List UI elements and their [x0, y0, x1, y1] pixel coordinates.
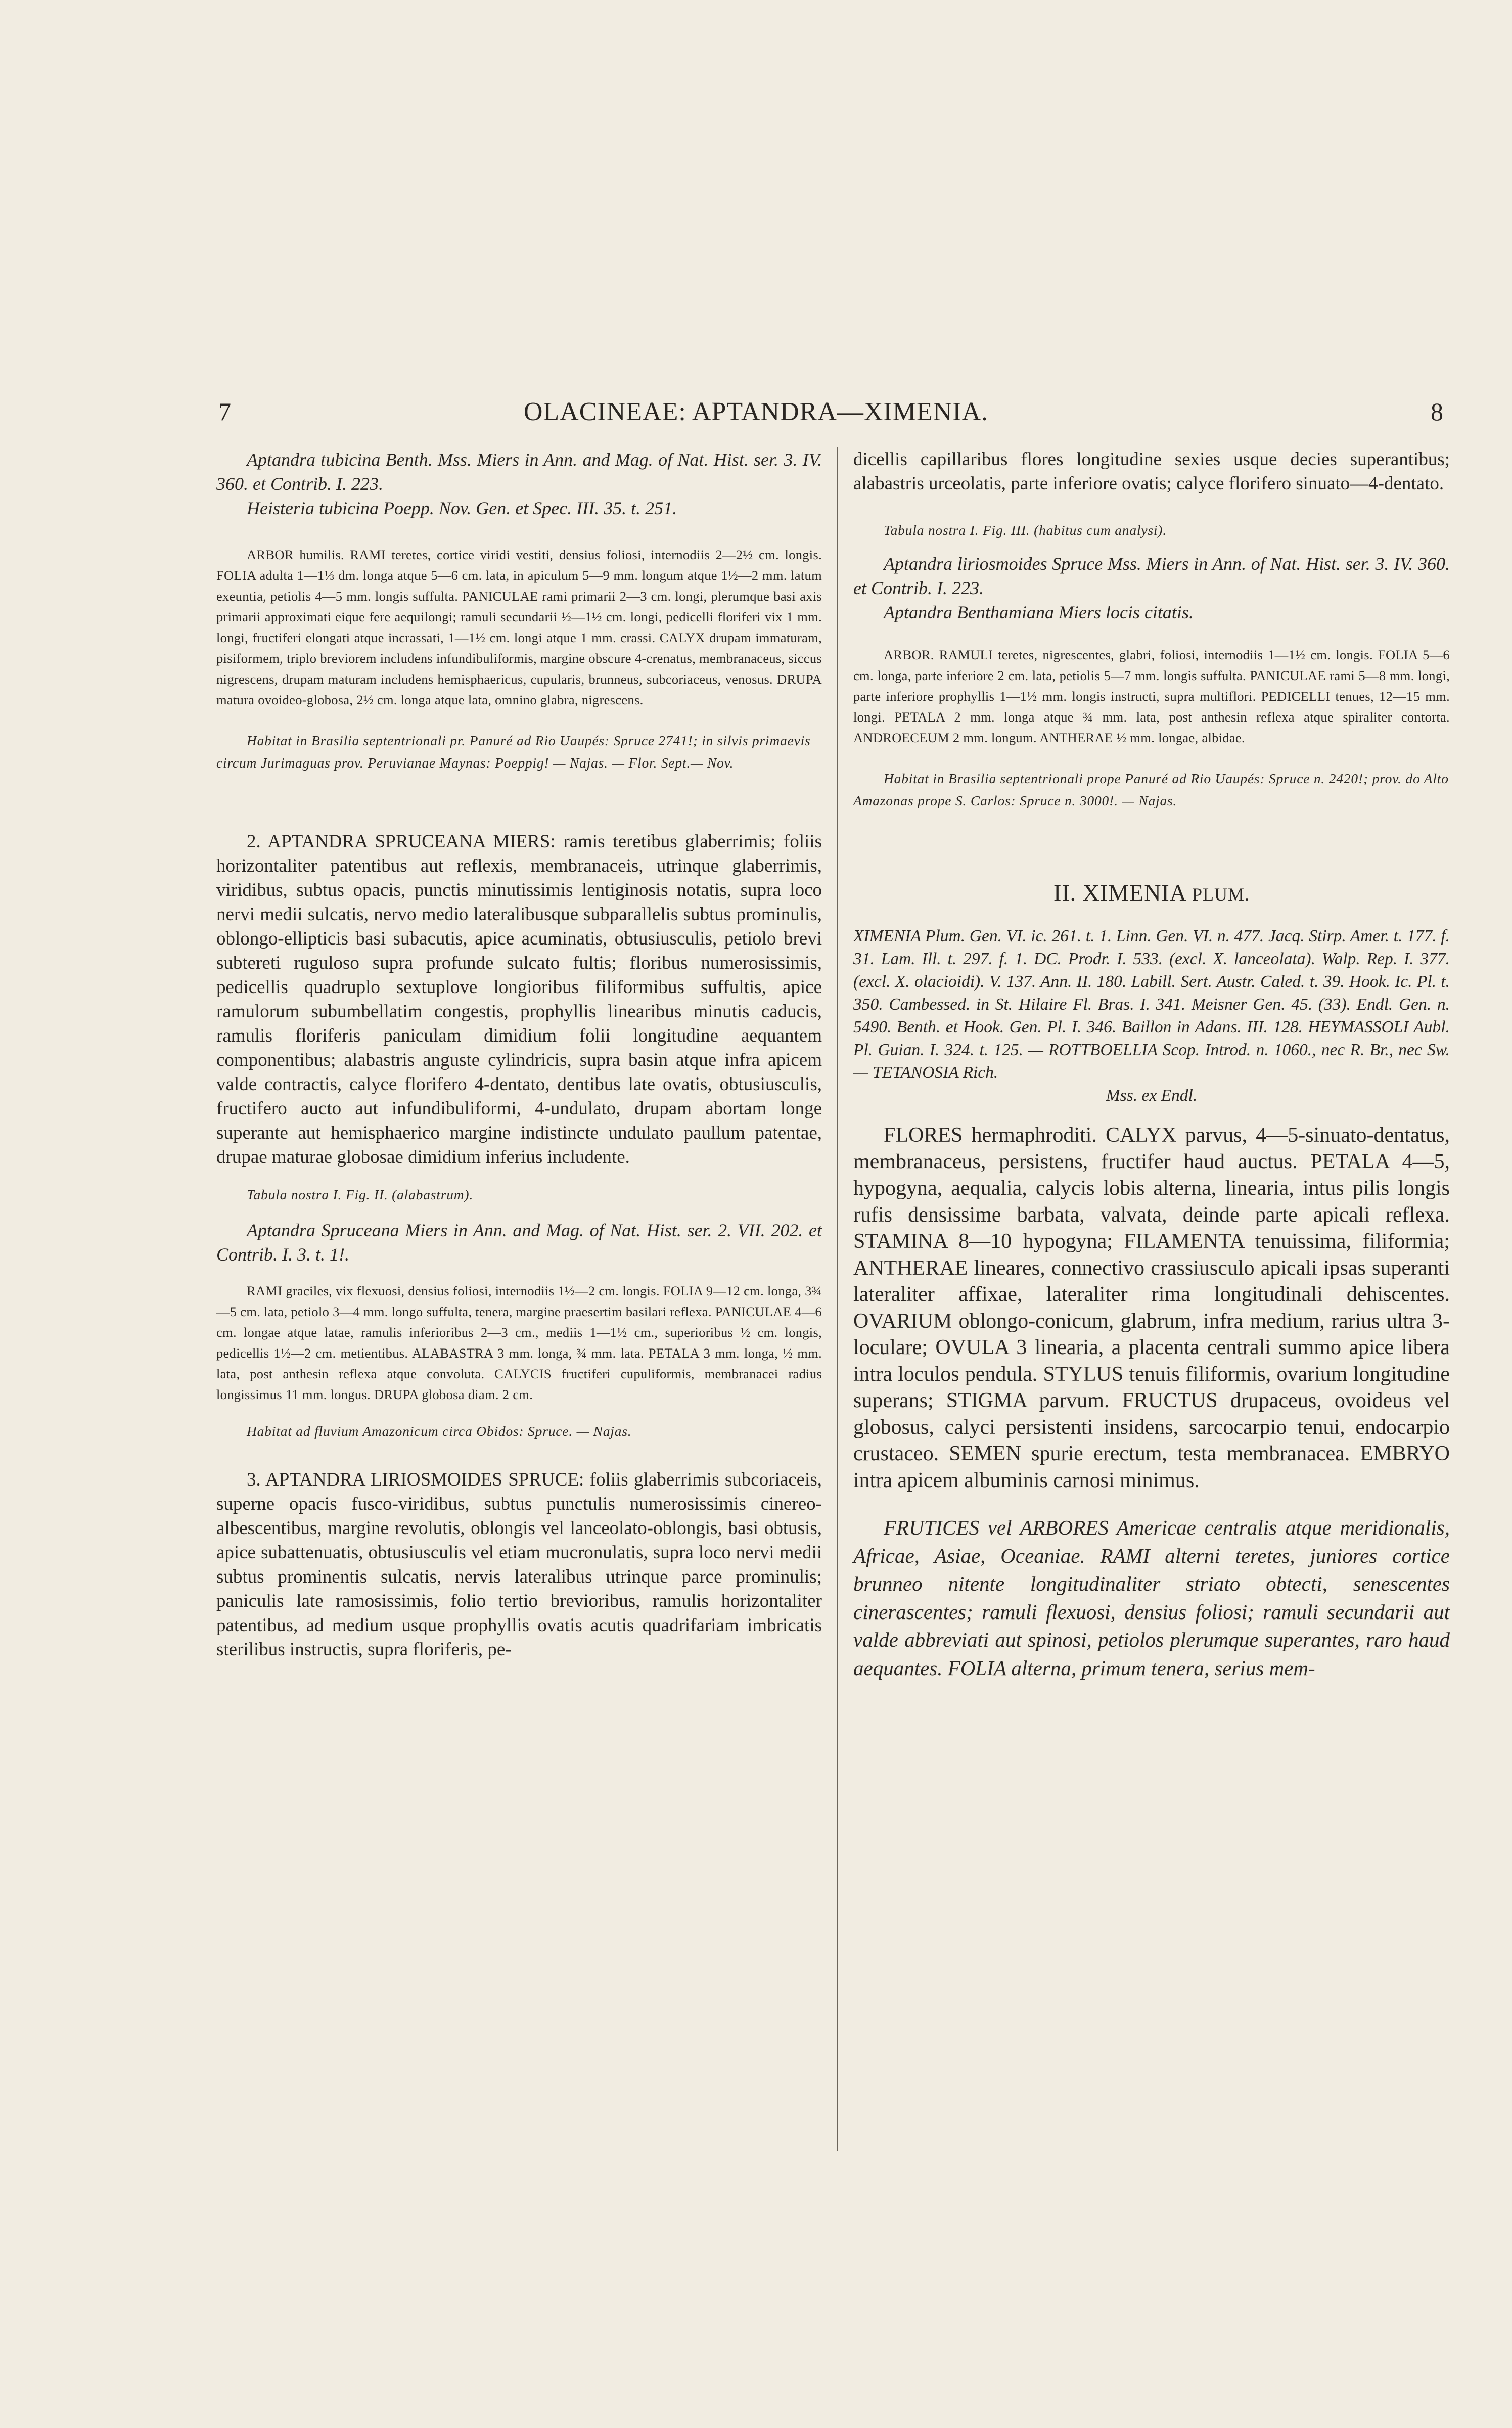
- species-spruceana: 2. APTANDRA SPRUCEANA MIERS: ramis teretibus glaberrimis; foliis horizontaliter patentibus aut reflexis, membranaceis, utrinque glaberrimis, viridibus, subtus opacis, punctis minutissimis lentiginosis notatis, supra loco nervi medii sulcatis, nervo medio lateralibusque subparallelis subtus prominulis, oblongo-ellipticis basi subacutis, apice acuminatis, obtusiusculis, petiolo brevi subtereti ruguloso supra profunde sulcato fultis; floribus numerosissimis, pedicellis quadruplo sextuplove longioribus filiformibus suffultis, apice ramulorum subumbellatim congestis, prophyllis linearibus minutis caducis, ramulis floriferis paniculam dimidium folii longitudine aequantem componentibus; alabastris anguste cylindricis, supra basin atque infra apicem valde contractis, calyce florifero 4-dentato, dentibus late ovatis, obtusiusculis, fructifero aucto aut infundibuliformi, 4-undulato, drupam abortam longe superante aut hemisphaerico margine indistincte undulato paullum patentae, drupae maturae globosae dimidium inferius includente.: [216, 831, 822, 1167]
- genus-name: II. XIMENIA: [1053, 880, 1186, 906]
- genus-description: FLORES hermaphroditi. CALYX parvus, 4—5-sinuato-dentatus, membranaceus, persistens, fructifer haud auctus. PETALA 4—5, hypogyna, aequalia, calycis lobis alterna, linearia, intus pilis longis rufis densissime barbata, valvata, deinde parte apicali reflexa. STAMINA 8—10 hypogyna; FILAMENTA tenuissima, filiformia; ANTHERAE lineares, connectivo crassiusculo apicali ipsas superanti lateraliter affixae, lateraliter rima longitudinali dehiscentes. OVARIUM oblongo-conicum, glabrum, infra medium, rarius ultra 3-loculare; OVULA 3 linearia, a placenta centrali summo apice libera intra loculos pendula. STYLUS tenuis filiformis, ovarium longitudine superans; STIGMA parvum. FRUCTUS drupaceus, ovoideus vel globosus, calyci persistenti insidens, sarcocarpio tenui, endocarpio crustaceo. SEMEN spurie erectum, testa membranacea. EMBRYO intra apicem albuminis carnosi minimus.: [853, 1123, 1450, 1492]
- running-title: OLACINEAE: APTANDRA—XIMENIA.: [523, 397, 989, 426]
- citation-heisteria-tubicina: Heisteria tubicina Poepp. Nov. Gen. et Spec. III. 35. t. 251.: [247, 498, 677, 518]
- description-liriosmoides: ARBOR. RAMULI teretes, nigrescentes, glabri, foliosi, internodiis 1—1½ cm. longis. FOLIA 5—6 cm. longa, parte inferiore 2 cm. lata, petiolis 5—7 mm. longis suffulta. PANICULAE rami 5—8 mm. longi, parte inferiore prophyllis 1—1½ mm. longis instructi, supra multiflori. PEDICELLI tenues, 12—15 mm. longi. PETALA 2 mm. longa atque ¾ mm. lata, post anthesin reflexa atque spiraliter contorta. ANDROECEUM 2 mm. longum. ANTHERAE ½ mm. longae, albidae.: [853, 647, 1450, 745]
- tabula-spruceana: Tabula nostra I. Fig. II. (alabastrum).: [247, 1187, 474, 1202]
- habitat-tubicina: Habitat in Brasilia septentrionali pr. Panuré ad Rio Uaupés: Spruce 2741!; in silvis primaevis circum Jurimaguas prov. Peruvianae Maynas: Poeppig! — Najas. — Flor. Sept.— Nov.: [216, 733, 811, 771]
- page-header: [0, 397, 1512, 437]
- habitat-liriosmoides: Habitat in Brasilia septentrionali prope Panuré ad Rio Uaupés: Spruce n. 2420!; prov. do Alto Amazonas prope S. Carlos: Spruce n. 3000!. — Najas.: [853, 771, 1449, 808]
- right-page-number: 8: [1431, 397, 1443, 426]
- right-column: [853, 447, 1450, 1682]
- description-spruceana: RAMI graciles, vix flexuosi, densius foliosi, internodiis 1½—2 cm. longis. FOLIA 9—12 cm. longa, 3¾—5 cm. lata, petiolo 3—4 mm. longo suffulta, tenera, margine praesertim basilari reflexa. PANICULAE 4—6 cm. longae atque latae, ramulis inferioribus 2—3 cm., mediis 1—1½ cm., superioribus ½ cm. longis, pedicellis 1½—2 cm. metientibus. ALABASTRA 3 mm. longa, ¾ mm. lata. PETALA 3 mm. longa, ½ mm. lata, post anthesin reflexa atque convoluta. CALYCIS fructiferi cupuliformis, membranacei radius longissimus 11 mm. longus. DRUPA globosa diam. 2 cm.: [216, 1283, 822, 1402]
- genus-citations-end: Mss. ex Endl.: [1106, 1086, 1198, 1105]
- citation-aptandra-spruceana: Aptandra Spruceana Miers in Ann. and Mag. of Nat. Hist. ser. 2. VII. 202. et Contrib. I. 3. t. 1!.: [216, 1220, 822, 1265]
- left-column: [216, 447, 822, 1662]
- citation-aptandra-benthamiana: Aptandra Benthamiana Miers locis citatis.: [884, 602, 1194, 622]
- species-liriosmoides: 3. APTANDRA LIRIOSMOIDES SPRUCE: foliis glaberrimis subcoriaceis, superne opacis fusco-viridibus, subtus punctulis numerosissimis cinereo-albescentibus, margine revolutis, oblongis vel lanceolato-oblongis, basi obtusis, apice subattenuatis, obtusiusculis vel etiam mucronulatis, supra loco nervi medii subtus prominentis sulcatis, nervis lateralibus utrinque parce prominulis; paniculis late ramosissimis, folio tertio brevioribus, ramulis horizontaliter patentibus, ad medium usque prophyllis ovatis acutis quadrifariam imbricatis sterilibus instructis, supra floriferis, pe-: [216, 1469, 822, 1660]
- citation-aptandra-liriosmoides: Aptandra liriosmoides Spruce Mss. Miers in Ann. of Nat. Hist. ser. 3. IV. 360. et Contrib. I. 223.: [853, 554, 1450, 598]
- column-divider: [837, 447, 838, 2151]
- genus-citations: XIMENIA Plum. Gen. VI. ic. 261. t. 1. Linn. Gen. VI. n. 477. Jacq. Stirp. Amer. t. 177. f. 31. Lam. Ill. t. 297. f. 1. DC. Prodr. I. 533. (excl. X. lanceolata). Walp. Rep. I. 377. (excl. X. olacioidi). V. 137. Ann. II. 180. Labill. Sert. Austr. Caled. t. 39. Hook. Ic. Pl. t. 350. Cambessed. in St. Hilaire Fl. Bras. I. 341. Meisner Gen. 45. (33). Endl. Gen. n. 5490. Benth. et Hook. Gen. Pl. I. 346. Baillon in Adans. III. 128. HEYMASSOLI Aubl. Pl. Guian. I. 324. t. 125. — ROTTBOELLIA Scop. Introd. n. 1060., nec R. Br., nec Sw. — TETANOSIA Rich.: [853, 927, 1450, 1082]
- genus-habit: FRUTICES vel ARBORES Americae centralis atque meridionalis, Africae, Asiae, Oceaniae. RAMI alterni teretes, juniores cortice brunneo nitente longitudinaliter striato obtecti, senescentes cinerascentes; ramuli flexuosi, densius foliosi; ramuli secundarii aut valde abbreviati aut spinosi, petiolos plerumque superantes, raro haud aequantes. FOLIA alterna, primum tenera, serius mem-: [853, 1516, 1450, 1680]
- genus-heading: [853, 878, 1450, 910]
- continued-liriosmoides: dicellis capillaribus flores longitudine sexies usque decies superantibus; alabastris urceolatis, parte inferiore ovatis; calyce florifero sinuato—4-dentato.: [853, 449, 1450, 494]
- description-tubicina: ARBOR humilis. RAMI teretes, cortice viridi vestiti, densius foliosi, internodiis 2—2½ cm. longis. FOLIA adulta 1—1⅓ dm. longa atque 5—6 cm. lata, in apiculum 5—9 mm. longum atque 1½—2 mm. latum exeuntia, petiolis 4—5 mm. longis suffulta. PANICULAE rami primarii 2—3 cm. longi, plerumque basi axis primarii approximati eique fere aequilongi; ramuli secundarii ½—1½ cm. longi, pedicelli floriferi vix 1 mm. longi, fructiferi elongati atque incrassati, 1—1½ cm. longi atque 1 mm. crassi. CALYX drupam immaturam, pisiformem, triplo breviorem includens infundibuliformis, margine obscure 4-crenatus, membranaceus, siccus nigrescens, drupam maturam includens hemisphaericus, cupularis, brunneus, subcoriaceus, venosus. DRUPA matura ovoideo-globosa, 2½ cm. longa atque lata, omnino glabra, nigrescens.: [216, 547, 822, 707]
- left-page-number: 7: [218, 397, 231, 426]
- tabula-liriosmoides: Tabula nostra I. Fig. III. (habitus cum analysi).: [884, 522, 1167, 538]
- genus-author: PLUM.: [1192, 884, 1250, 905]
- citation-aptandra-tubicina: Aptandra tubicina Benth. Mss. Miers in Ann. and Mag. of Nat. Hist. ser. 3. IV. 360. et Contrib. I. 223.: [216, 449, 822, 494]
- habitat-spruceana: Habitat ad fluvium Amazonicum circa Obidos: Spruce. — Najas.: [247, 1423, 632, 1439]
